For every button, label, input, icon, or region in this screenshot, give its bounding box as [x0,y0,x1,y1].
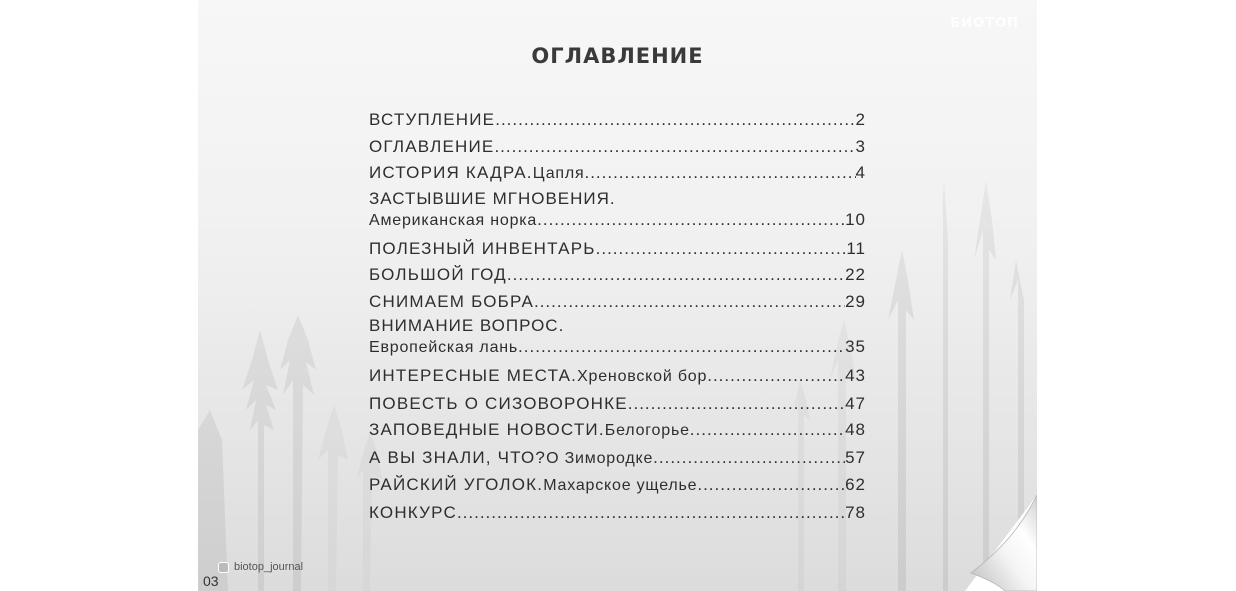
toc-entry[interactable] [369,134,866,161]
toc-page-number: 22 [845,265,866,284]
instagram-handle[interactable] [218,561,303,573]
toc-page-number: 3 [855,136,866,156]
dot-leader [690,417,845,444]
toc-entry-subtitle: Цапля [532,165,585,182]
toc-entry-title: ПОЛЕЗНЫЙ ИНВЕНТАРЬ [369,238,596,258]
toc-entry-title: СНИМАЕМ БОБРА [369,291,534,311]
toc-page-number: 35 [845,337,866,356]
dot-leader [584,160,855,187]
dot-leader [697,472,845,499]
toc-entry[interactable] [369,188,866,231]
toc-entry[interactable] [369,107,866,134]
toc-page-number: 57 [845,447,866,467]
page-number: 03 [203,573,219,589]
toc-entry[interactable] [369,315,866,358]
page-title: ОГЛАВЛЕНИЕ [531,44,704,68]
toc-entry-title: ЗАСТЫВШИЕ МГНОВЕНИЯ. [369,188,616,208]
toc-entry-title: ПОВЕСТЬ О СИЗОВОРОНКЕ [369,393,628,413]
toc-page-number: 4 [855,163,866,182]
toc-page-number: 62 [845,475,866,494]
toc-entry-subtitle: Хреновской бор [577,368,708,385]
toc-entry[interactable] [369,289,866,316]
dot-leader [628,391,845,418]
dot-leader [518,336,845,357]
toc-entry-subtitle: Махарское ущелье [543,477,698,494]
toc-entry-subtitle: Европейская лань [369,339,519,356]
dot-leader [537,209,845,230]
dot-leader [707,363,845,390]
dot-leader [596,236,847,263]
magazine-page [198,0,1037,591]
toc-entry-title: ВНИМАНИЕ ВОПРОС. [369,316,565,335]
dot-leader [494,134,855,161]
toc-entry-title: ЗАПОВЕДНЫЕ НОВОСТИ. [369,420,605,439]
toc-entry-title: РАЙСКИЙ УГОЛОК. [369,475,544,494]
toc-page-number: 29 [845,291,866,311]
dot-leader [457,500,845,527]
dot-leader [507,262,845,289]
toc-entry-subtitle: Белогорье [604,422,690,439]
toc-entry[interactable] [369,236,866,263]
toc-entry[interactable] [369,391,866,418]
toc-entry-subtitle: О Зимородке [546,449,654,467]
toc-entry[interactable] [369,472,866,500]
toc-entry-subtitle: Американская норка [369,211,538,229]
toc-entry-title: КОНКУРС [369,502,457,522]
toc-entry[interactable] [369,445,866,473]
instagram-icon [218,562,229,573]
toc-entry-title: ОГЛАВЛЕНИЕ [369,136,495,156]
dot-leader [495,107,855,134]
page-curl-icon[interactable] [965,495,1037,591]
toc-entry-title: А ВЫ ЗНАЛИ, ЧТО? [369,447,547,467]
toc-page-number: 78 [845,502,866,522]
toc-page-number: 43 [845,366,866,385]
toc-entry-title: ИНТЕРЕСНЫЕ МЕСТА. [369,366,578,385]
toc-page-number: 2 [855,110,866,129]
table-of-contents [369,107,866,526]
toc-entry-title: БОЛЬШОЙ ГОД [369,265,507,284]
toc-page-number: 47 [845,393,866,413]
dot-leader [653,445,845,472]
toc-entry[interactable] [369,417,866,445]
toc-page-number: 48 [845,420,866,439]
brand-logo: БИОТОП [950,16,1019,31]
instagram-handle-text: biotop_journal [234,561,304,573]
toc-entry[interactable] [369,363,866,391]
toc-page-number: 11 [846,238,866,258]
toc-entry[interactable] [369,262,866,289]
toc-entry[interactable] [369,160,866,188]
toc-entry[interactable] [369,500,866,527]
dot-leader [534,289,845,316]
toc-page-number: 10 [845,209,866,229]
toc-entry-title: ИСТОРИЯ КАДРА. [369,163,533,182]
toc-entry-title: ВСТУПЛЕНИЕ [369,110,496,129]
